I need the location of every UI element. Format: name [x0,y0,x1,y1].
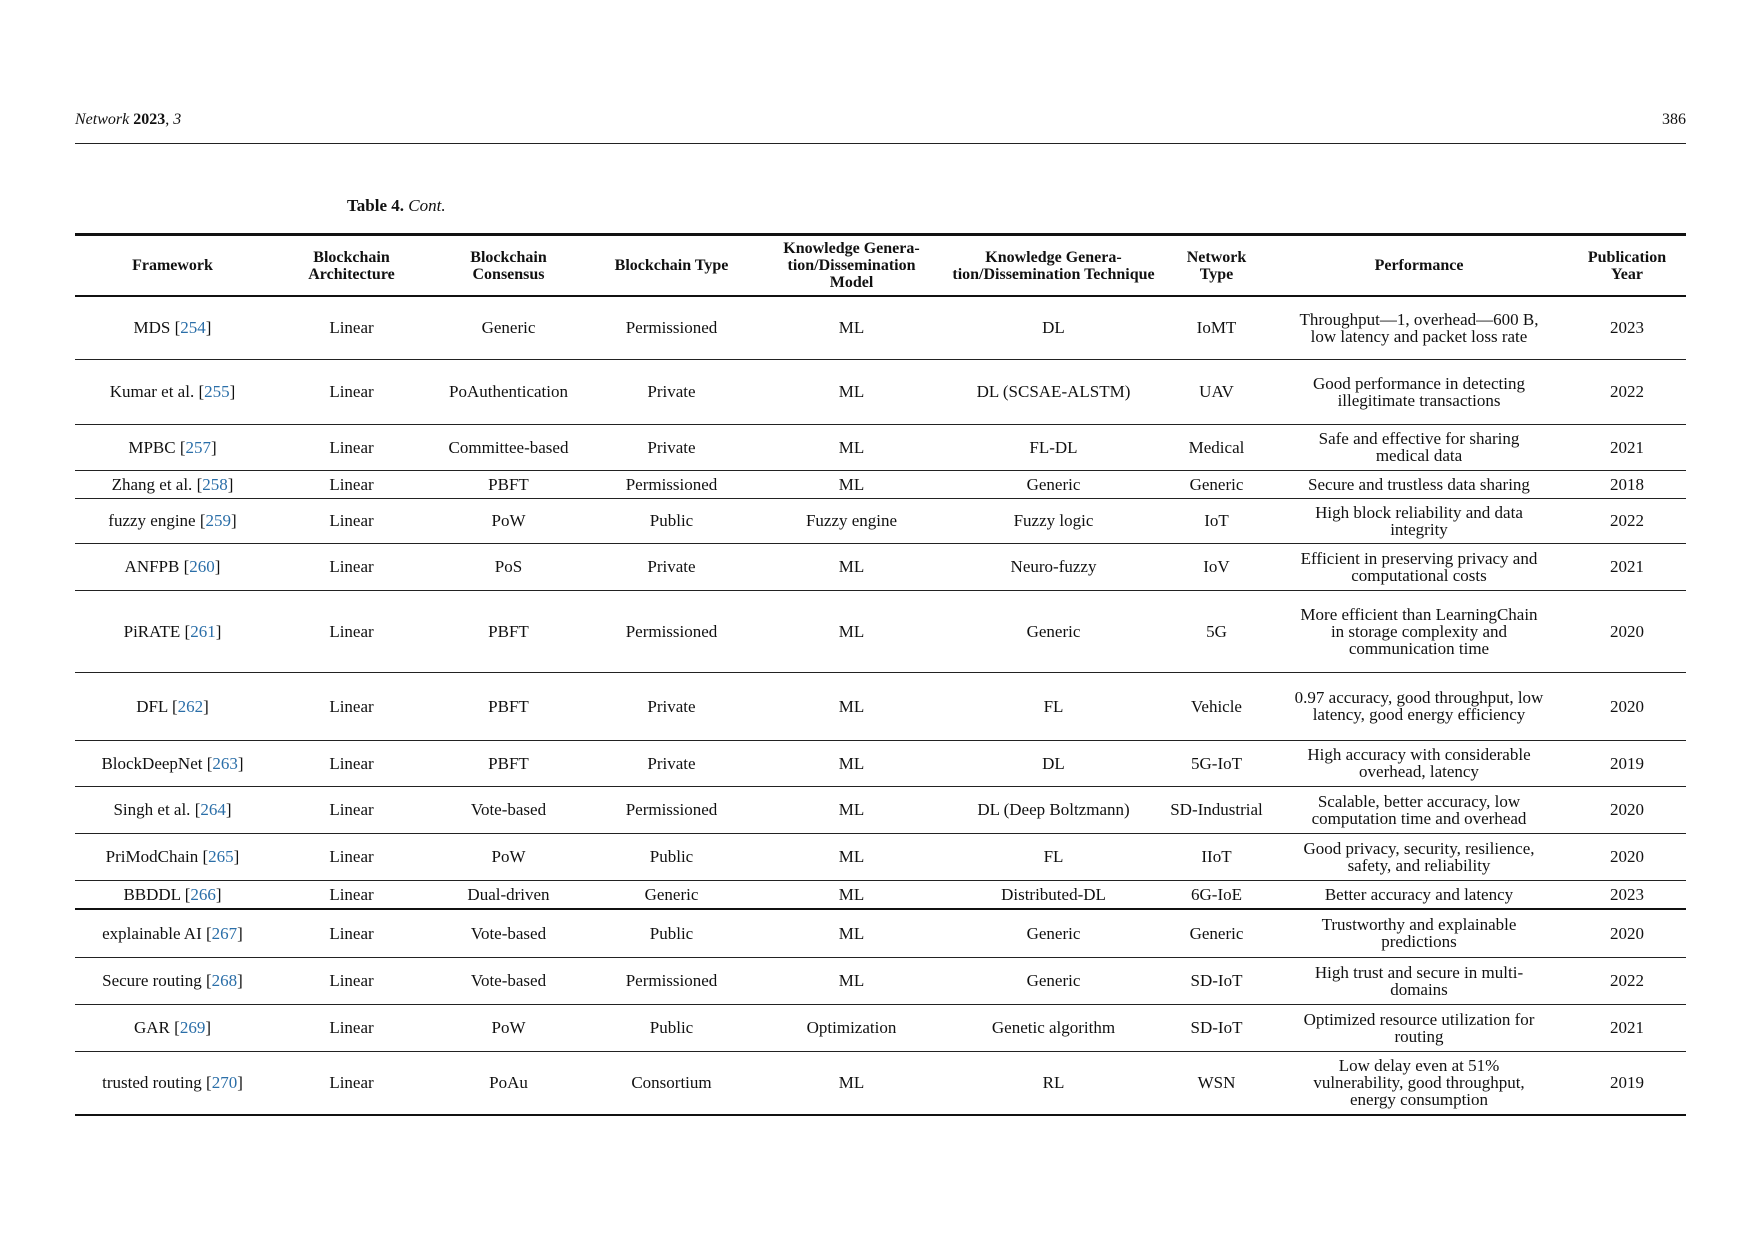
table-row [75,590,1686,672]
caption-label: Table 4. [347,196,405,215]
model-cell: ML [838,318,865,338]
performance-cell: Good performance in detecting illegitimate transactions [1313,373,1525,410]
arch-cell: Linear [329,511,374,530]
network-cell: 5G [1206,621,1227,641]
year-cell: 2019 [1610,753,1644,773]
table-row [75,880,1686,909]
performance-cell: Scalable, better accuracy, low computation time and overhead [1311,791,1527,828]
framework-cell: Kumar et al. [255] [109,382,236,401]
network-cell: WSN [1197,1073,1236,1093]
technique-cell: Genetic algorithm [991,1018,1116,1037]
framework-cell: GAR [269] [134,1018,211,1037]
framework-cell: DFL [262] [136,696,209,716]
year-cell: 2019 [1610,1073,1644,1093]
arch-cell: Linear [329,971,374,990]
network-cell: UAV [1199,382,1234,401]
citation-link[interactable]: 270 [211,1073,238,1093]
column-header: Blockchain Type [614,257,729,274]
arch-cell: Linear [329,474,374,494]
performance-cell: High trust and secure in multi-domains [1314,962,1524,999]
column-header: Knowledge Genera-tion/Dissemination Model [783,240,920,291]
table-row [75,957,1686,1004]
technique-cell: DL [1042,753,1065,773]
framework-name: GAR [134,1018,170,1037]
table-body [75,296,1686,1115]
model-cell: ML [838,621,865,641]
network-cell: SD-IoT [1190,1018,1243,1037]
year-cell: 2020 [1610,847,1644,866]
arch-cell: Linear [329,382,374,401]
table-caption [347,196,446,216]
type-cell: Public [649,511,694,530]
citation-link[interactable]: 263 [212,753,238,773]
arch-cell: Linear [329,557,374,576]
journal-volume: 3 [173,111,182,128]
column-header: Publication Year [1587,248,1667,283]
table-row [75,470,1686,498]
table-row [75,296,1686,359]
network-cell: 6G-IoE [1191,884,1242,904]
column-header: Knowledge Genera-tion/Dissemination Technique [952,248,1155,283]
framework-name: explainable AI [102,923,202,943]
arch-cell: Linear [329,800,374,819]
citation-link[interactable]: 261 [190,621,216,641]
year-cell: 2021 [1610,437,1644,457]
citation-link[interactable]: 260 [189,557,215,576]
table-row [75,786,1686,833]
table-row [75,498,1686,543]
model-cell: ML [838,847,865,866]
framework-cell: explainable AI [267] [102,923,243,943]
framework-name: Kumar et al. [109,382,195,401]
table-row [75,833,1686,880]
network-cell: IoMT [1196,318,1237,338]
table-row [75,1051,1686,1115]
comparison-table [75,233,1686,1116]
type-cell: Generic [644,884,699,904]
type-cell: Public [649,923,694,943]
performance-cell: Secure and trustless data sharing [1308,474,1530,494]
year-cell: 2021 [1610,557,1644,576]
type-cell: Permissioned [625,621,718,641]
technique-cell: Generic [1026,474,1081,494]
framework-cell: Secure routing [268] [102,971,243,990]
table-row [75,424,1686,470]
consensus-cell: Dual-driven [467,884,550,904]
consensus-cell: Vote-based [470,971,547,990]
framework-name: DFL [136,696,168,716]
journal-year: 2023 [133,111,166,128]
framework-cell: trusted routing [270] [102,1073,243,1093]
year-cell: 2020 [1610,621,1644,641]
technique-cell: Distributed-DL [1001,884,1106,904]
consensus-cell: Committee-based [448,437,569,457]
table-row [75,740,1686,786]
arch-cell: Linear [329,621,374,641]
type-cell: Private [647,382,696,401]
citation-link[interactable]: 259 [205,511,232,530]
network-cell: IIoT [1201,847,1232,866]
model-cell: Fuzzy engine [805,511,898,530]
model-cell: ML [838,800,865,819]
framework-cell: BBDDL [266] [123,884,222,904]
citation-link[interactable]: 254 [180,318,206,338]
framework-name: MPBC [128,437,176,457]
arch-cell: Linear [329,884,374,904]
type-cell: Public [649,847,694,866]
type-cell: Private [647,437,696,457]
performance-cell: Low delay even at 51% vulnerability, good throughput, energy consumption [1313,1056,1525,1110]
column-header: Performance [1374,257,1464,274]
type-cell: Private [647,557,696,576]
performance-cell: Good privacy, security, resilience, safety, and reliability [1303,838,1535,875]
consensus-cell: Generic [481,318,536,338]
technique-cell: Generic [1026,971,1081,990]
year-cell: 2022 [1610,971,1644,990]
table-row [75,672,1686,740]
model-cell: ML [838,753,865,773]
model-cell: ML [838,474,865,494]
technique-cell: FL-DL [1029,437,1078,457]
model-cell: ML [838,1073,865,1093]
model-cell: ML [838,696,865,716]
consensus-cell: PoW [491,1018,526,1037]
arch-cell: Linear [329,753,374,773]
citation-link[interactable]: 267 [211,923,238,943]
consensus-cell: PoAuthentication [449,382,568,401]
network-cell: IoT [1204,511,1229,530]
column-header: Blockchain Consensus [470,248,547,283]
model-cell: ML [838,884,865,904]
arch-cell: Linear [329,923,374,943]
performance-cell: Throughput—1, overhead—600 B, low latency and packet loss rate [1299,309,1539,346]
performance-cell: Safe and effective for sharing medical data [1318,429,1520,465]
framework-name: ANFPB [124,557,180,576]
table-row [75,1004,1686,1051]
performance-cell: Trustworthy and explainable predictions [1321,915,1517,952]
citation-link[interactable]: 258 [202,474,228,494]
arch-cell: Linear [329,437,374,457]
technique-cell: DL [1042,318,1065,338]
model-cell: ML [838,437,865,457]
journal-name: Network [75,111,130,128]
framework-cell: MPBC [257] [128,437,217,457]
type-cell: Permissioned [625,800,718,819]
consensus-cell: PoAu [489,1073,528,1093]
framework-name: BBDDL [123,884,181,904]
column-header: Network Type [1186,248,1247,283]
caption-suffix: Cont. [408,196,446,215]
type-cell: Private [647,696,696,716]
consensus-cell: Vote-based [470,800,547,819]
consensus-cell: PoW [491,847,526,866]
running-header: Network 2023, 3 [75,111,182,128]
year-cell: 2020 [1610,923,1644,943]
framework-name: MDS [133,318,171,338]
consensus-cell: PBFT [488,621,529,641]
framework-name: BlockDeepNet [101,753,203,773]
type-cell: Permissioned [625,318,718,338]
type-cell: Consortium [631,1073,712,1093]
network-cell: Generic [1189,474,1244,494]
consensus-cell: PoW [491,511,526,530]
type-cell: Public [649,1018,694,1037]
page-number: 386 [1662,111,1686,128]
model-cell: ML [838,382,865,401]
framework-name: Zhang et al. [111,474,193,494]
consensus-cell: PBFT [488,474,529,494]
arch-cell: Linear [329,318,374,338]
performance-cell: Optimized resource utilization for routing [1303,1009,1535,1046]
table-row [75,909,1686,957]
network-cell: Vehicle [1191,696,1242,716]
year-cell: 2020 [1610,800,1644,819]
framework-cell: PriModChain [265] [105,847,240,866]
year-cell: 2022 [1610,382,1644,401]
framework-name: PriModChain [105,847,199,866]
framework-cell: Zhang et al. [258] [111,474,234,494]
consensus-cell: Vote-based [470,923,547,943]
consensus-cell: PBFT [488,753,529,773]
framework-cell: PiRATE [261] [123,621,222,641]
year-cell: 2023 [1610,884,1644,904]
type-cell: Private [647,753,696,773]
framework-name: Singh et al. [113,800,191,819]
arch-cell: Linear [329,847,374,866]
citation-link[interactable]: 262 [177,696,204,716]
technique-cell: DL (SCSAE-ALSTM) [976,382,1131,401]
header-rule [75,143,1686,144]
network-cell: SD-Industrial [1170,800,1263,819]
column-header: Blockchain Architecture [308,248,395,283]
table-row [75,359,1686,424]
arch-cell: Linear [329,1073,374,1093]
citation-link[interactable]: 266 [190,884,216,904]
technique-cell: RL [1042,1073,1065,1093]
technique-cell: Generic [1026,923,1081,943]
performance-cell: High accuracy with considerable overhead, latency [1307,745,1531,781]
model-cell: ML [838,557,865,576]
technique-cell: Generic [1026,621,1081,641]
model-cell: ML [838,923,865,943]
year-cell: 2022 [1610,511,1644,530]
framework-cell: ANFPB [260] [124,557,221,576]
year-cell: 2018 [1610,474,1644,494]
network-cell: IoV [1203,557,1230,576]
performance-cell: 0.97 accuracy, good throughput, low latency, good energy efficiency [1294,688,1544,724]
type-cell: Permissioned [625,971,718,990]
citation-link[interactable]: 255 [204,382,230,401]
framework-name: trusted routing [102,1073,202,1093]
type-cell: Permissioned [625,474,718,494]
framework-cell: BlockDeepNet [263] [101,753,244,773]
framework-name: Secure routing [102,971,202,990]
technique-cell: DL (Deep Boltzmann) [977,800,1130,819]
consensus-cell: PBFT [488,696,529,716]
citation-link[interactable]: 268 [211,971,238,990]
arch-cell: Linear [329,696,374,716]
technique-cell: FL [1043,847,1064,866]
year-cell: 2023 [1610,318,1644,338]
column-header: Framework [132,257,213,274]
technique-cell: Neuro-fuzzy [1010,557,1097,576]
framework-cell: Singh et al. [264] [113,800,232,819]
year-cell: 2020 [1610,696,1644,716]
framework-cell: fuzzy engine [259] [108,511,237,530]
citation-link[interactable]: 265 [208,847,234,866]
technique-cell: FL [1043,696,1064,716]
year-cell: 2021 [1610,1018,1644,1037]
network-cell: Medical [1188,437,1245,457]
table-row [75,543,1686,590]
arch-cell: Linear [329,1018,374,1037]
network-cell: SD-IoT [1190,971,1243,990]
performance-cell: Better accuracy and latency [1324,884,1514,904]
technique-cell: Fuzzy logic [1013,511,1094,530]
performance-cell: Efficient in preserving privacy and computational costs [1300,548,1538,585]
model-cell: Optimization [806,1018,897,1037]
performance-cell: High block reliability and data integrity [1315,502,1523,539]
citation-link[interactable]: 257 [185,437,211,457]
framework-name: fuzzy engine [108,511,196,530]
consensus-cell: PoS [494,557,523,576]
performance-cell: More efficient than LearningChain in storage complexity and communication time [1300,604,1538,658]
framework-name: PiRATE [123,621,181,641]
network-cell: 5G-IoT [1191,753,1242,773]
model-cell: ML [838,971,865,990]
citation-link[interactable]: 269 [179,1018,206,1037]
citation-link[interactable]: 264 [200,800,226,819]
network-cell: Generic [1189,923,1244,943]
table-header-row [75,235,1686,297]
framework-cell: MDS [254] [133,318,212,338]
